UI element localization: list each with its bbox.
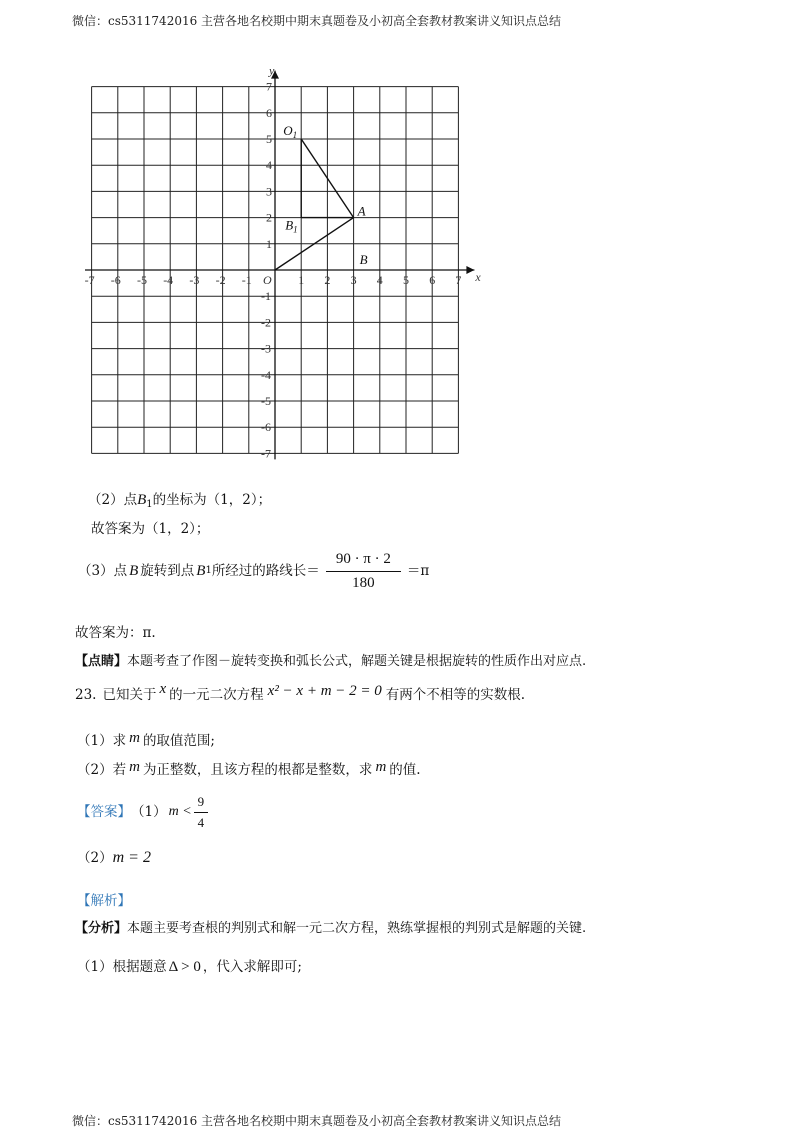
y-tick-label: 1 (266, 236, 272, 251)
y-tick-label: -1 (261, 289, 271, 304)
y-tick-label: -6 (261, 420, 271, 435)
coordinate-grid-figure (85, 58, 505, 468)
comment-line: 【点睛】本题考查了作图－旋转变换和弧长公式，解题关键是根据旋转的性质作出对应点. (75, 654, 587, 669)
point-labels (283, 123, 367, 267)
y-tick-label: 4 (266, 158, 272, 173)
analysis-step1: （1）根据题意 Δ > 0 ，代入求解即可; (77, 959, 302, 975)
x-axis-label: x (475, 270, 481, 284)
x-tick-label: 4 (376, 273, 383, 287)
analysis-label: 【解析】 (77, 893, 131, 909)
part2-line: （2）点$B_1$的坐标为（1，2）； (88, 492, 272, 510)
point-label-subscript: 1 (292, 130, 298, 140)
x-tick-label: -6 (110, 273, 121, 287)
y-tick-label: -3 (261, 341, 271, 356)
x-axis-arrow (466, 266, 474, 274)
x-tick-label: 5 (403, 273, 409, 287)
x-tick-label: 6 (429, 273, 436, 287)
y-axis-label: y (269, 63, 275, 78)
answer-fraction: $\frac{9}{4}$ (194, 794, 209, 830)
analysis-fenxi: 【分析】本题主要考查根的判别式和解一元二次方程，熟练掌握根的判别式是解题的关键. (75, 921, 587, 936)
x-tick-label: -5 (137, 273, 147, 287)
x-tick-label: -2 (215, 273, 226, 287)
y-tick-label: -5 (261, 394, 271, 408)
part3-answer: 故答案为：π. (75, 625, 156, 641)
x-tick-label: -4 (163, 273, 174, 287)
origin-label: O (263, 273, 272, 287)
question-23-sub1: （1）求 m 的取值范围; (77, 730, 215, 749)
x-tick-label: 1 (298, 273, 305, 287)
point-label: $O_1$ (283, 123, 298, 140)
answer-part1: 【答案】 （1） m < $\frac{9}{4}$ (77, 794, 208, 830)
y-tick-label: 7 (266, 79, 272, 94)
y-tick-label: 3 (266, 184, 272, 199)
part2-answer: 故答案为（1，2）； (91, 521, 210, 537)
y-tick-label: 2 (266, 210, 272, 225)
triangle-shape (275, 139, 354, 270)
point-label: $B_1$ (285, 217, 298, 235)
y-tick-label: 5 (266, 132, 272, 146)
x-tick-label: 2 (324, 273, 331, 287)
y-tick-label: -2 (261, 315, 271, 330)
part3-line: （3）点 B 旋转到点 B 1 所经过的路线长＝ $\frac{90 \cdot \pi \cdot 2}{180}$ ＝π (78, 551, 430, 591)
x-tick-label: -3 (189, 273, 200, 287)
x-tick-label: -7 (85, 273, 95, 287)
y-tick-label: -4 (261, 367, 271, 382)
question-23-sub2: （2）若 m 为正整数，且该方程的根都是整数，求 m 的值. (77, 759, 421, 778)
arc-length-fraction: $\frac{90 \cdot \pi \cdot 2}{180}$ (326, 550, 401, 592)
answer-part2: （2）m = 2 (77, 849, 151, 866)
x-tick-label: 3 (350, 273, 357, 287)
point-label: A (357, 203, 366, 219)
page-header: 微信：cs5311742016 主营各地名校期中期末真题卷及小初高全套教材教案讲义知识点总结 (72, 14, 562, 28)
point-label: B (359, 252, 368, 267)
question-23: 23. 已知关于 x 的一元二次方程 x² − x + m − 2 = 0 有两个不相等的实数根. (75, 681, 526, 703)
x-tick-label: 7 (455, 273, 462, 287)
x-tick-label: -1 (241, 273, 252, 287)
page-footer: 微信：cs5311742016 主营各地名校期中期末真题卷及小初高全套教材教案讲义知识点总结 (72, 1114, 562, 1128)
y-tick-label: -7 (261, 446, 271, 461)
y-tick-label: 6 (266, 105, 272, 120)
point-label-subscript: 1 (293, 224, 298, 235)
